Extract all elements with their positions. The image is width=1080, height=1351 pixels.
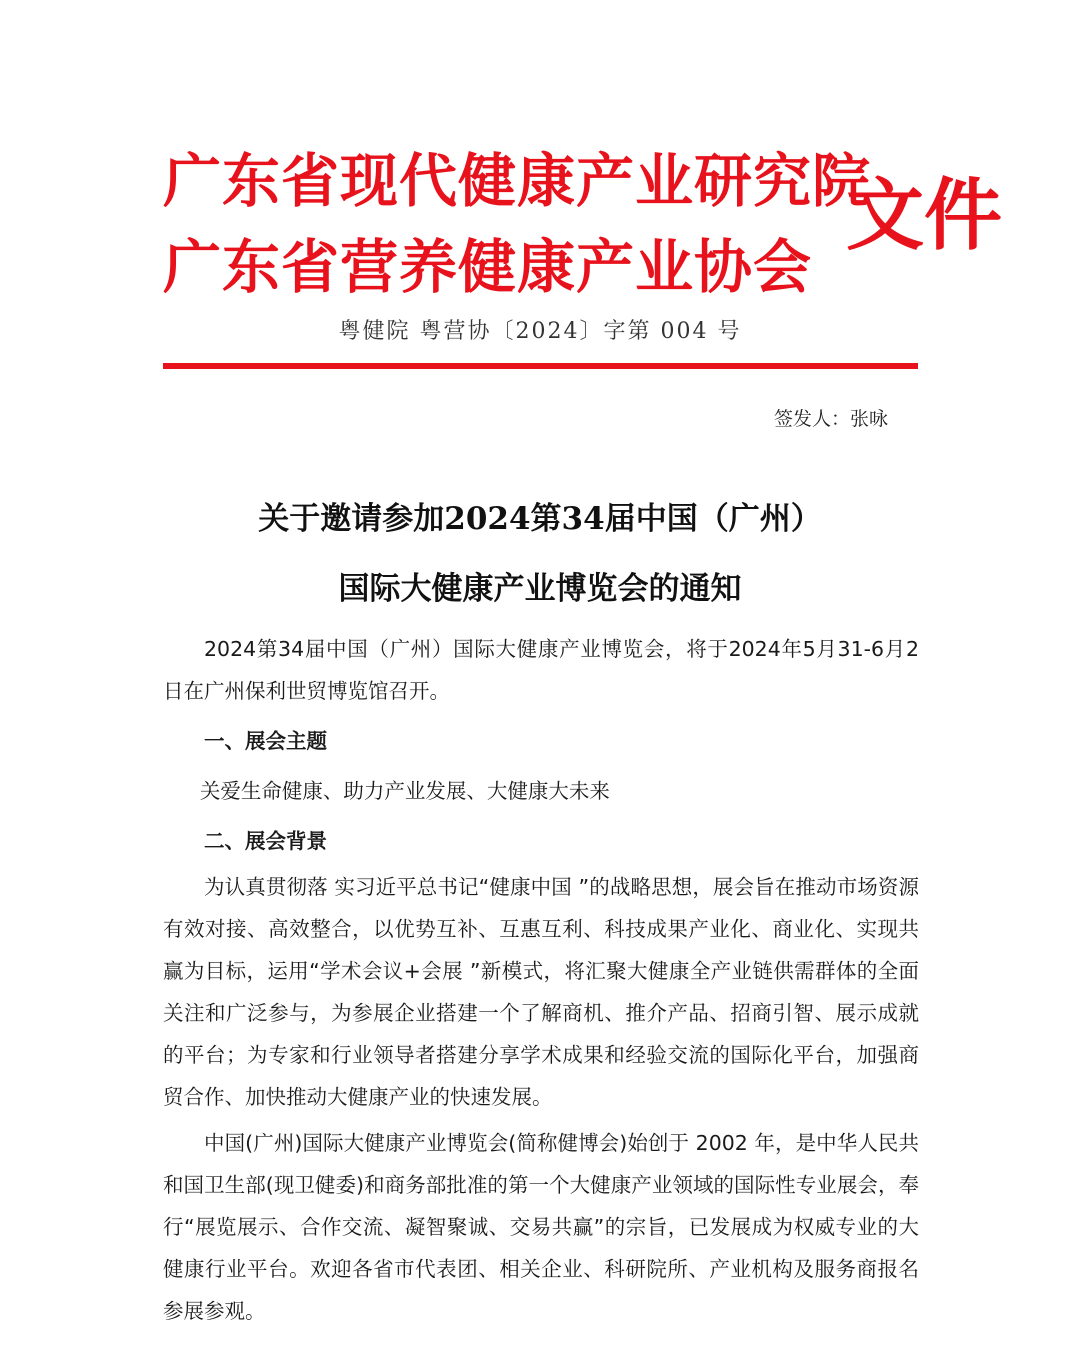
section-2-heading: 二、展会背景 (204, 829, 327, 853)
document-type-label: 文件 (846, 171, 1003, 261)
org-name-2: 广东省营养健康产业协会 (163, 233, 813, 301)
red-divider (163, 363, 918, 369)
signer-line: 签发人：张咏 (773, 408, 888, 430)
notice-title-line-1: 关于邀请参加2024第34届中国（广州） (258, 501, 822, 537)
document-number: 粤健院 粤营协〔2024〕字第 004 号 (338, 319, 742, 344)
section-1-heading: 一、展会主题 (204, 729, 327, 753)
section-1-text: 关爱生命健康、助力产业发展、大健康大未来 (199, 779, 610, 803)
section-2-paragraph-1: 为认真贯彻落 实习近平总书记“健康中国 ”的战略思想，展会旨在推动市场资源有效对接、高效整合，以优势互补、互惠互利、科技成果产业化、商业化、实现共赢为目标，运用“学术会议+会展 ”新模式，将汇聚大健康全产业链供需群体的全面关注和广泛参与，为参展企业搭建一个了解商机、推介产品、招商引智、展示成就的平台；为专家和行业领导者搭建分享学术成果和经验交流的国际化平台，加强商贸合作、加快推动大健康产业的快速发展。 (163, 875, 919, 1109)
section-1 (163, 720, 919, 762)
section-2-body-2 (163, 1122, 919, 1332)
org-name-1: 广东省现代健康产业研究院 (163, 147, 872, 215)
section-1-body (163, 770, 919, 812)
section-2-paragraph-2: 中国(广州)国际大健康产业博览会(简称健博会)始创于 2002 年，是中华人民共和国卫生部(现卫健委)和商务部批准的第一个大健康产业领域的国际性专业展会，奉行“展览展示、合作交流、凝智聚诚、交易共赢”的宗旨，已发展成为权威专业的大健康行业平台。欢迎各省市代表团、相关企业、科研院所、产业机构及服务商报名参展参观。 (163, 1131, 919, 1323)
notice-title-line-2: 国际大健康产业博览会的通知 (338, 571, 742, 607)
section-2 (163, 820, 919, 862)
intro-text: 2024第34届中国（广州）国际大健康产业博览会，将于2024年5月31-6月2日在广州保利世贸博览馆召开。 (163, 637, 919, 703)
issuing-organizations (163, 138, 871, 310)
intro-paragraph (163, 628, 919, 712)
section-2-body-1 (163, 866, 919, 1118)
